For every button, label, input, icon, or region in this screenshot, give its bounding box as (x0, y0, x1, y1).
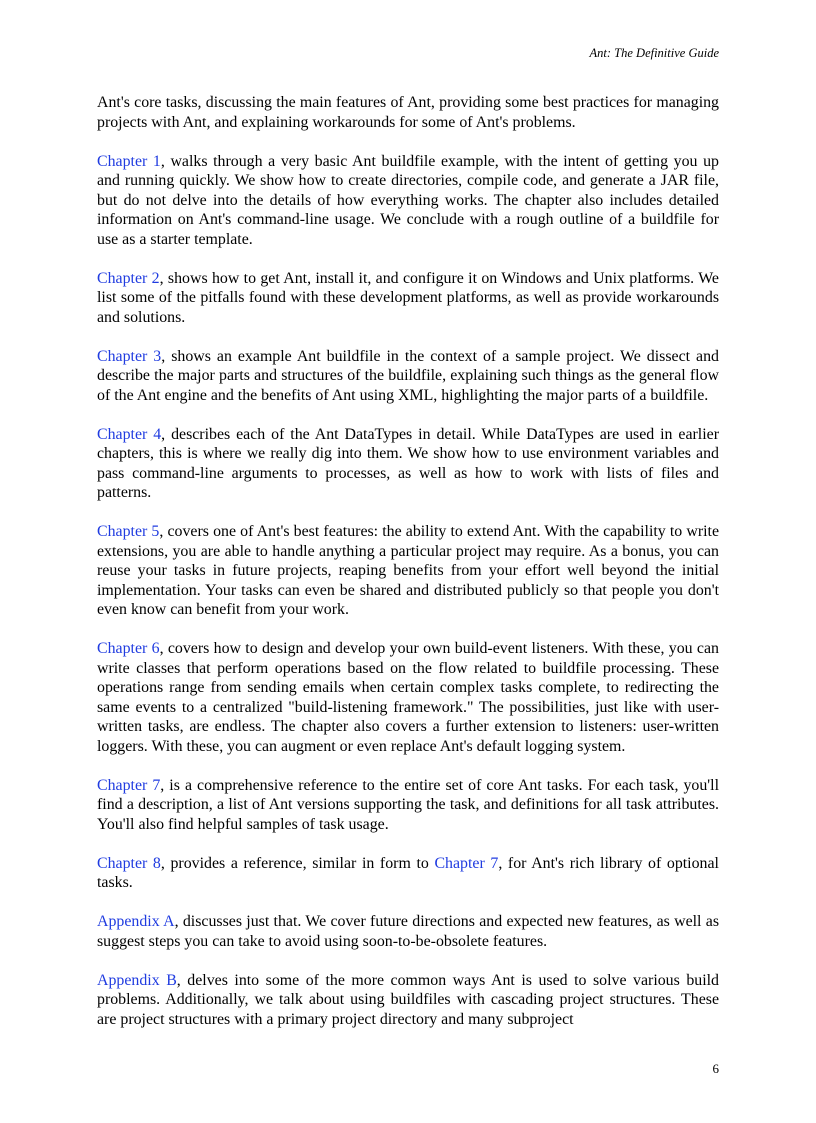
paragraph-appendix-b: Appendix B, delves into some of the more common ways Ant is used to solve various build problems. Additionally, we talk about using buildfiles with cascading project structures. These are project structures with a primary project directory and many subproject (97, 971, 719, 1028)
paragraph-chapter-1: Chapter 1, walks through a very basic Ant buildfile example, with the intent of getting you up and running quickly. We show how to create directories, compile code, and generate a JAR file, but do not delve into the details of how everything works. The chapter also includes detailed information on Ant's command-line usage. We conclude with a rough outline of a buildfile for use as a starter template. (97, 152, 719, 248)
appendix-b-link[interactable]: Appendix B (97, 971, 177, 989)
paragraph-chapter-6: Chapter 6, covers how to design and develop your own build-event listeners. With these, you can write classes that perform operations based on the flow related to buildfile processing. These operations range from sending emails when certain complex tasks complete, to redirecting the same events to a centralized "build-listening framework." The possibilities, just like with user-written tasks, are endless. The chapter also covers a further extension to listeners: user-written loggers. With these, you can augment or even replace Ant's default logging system. (97, 640, 719, 755)
paragraph-chapter-8: Chapter 8, provides a reference, similar in form to Chapter 7, for Ant's rich library of optional tasks. (97, 854, 719, 891)
paragraph-chapter-3: Chapter 3, shows an example Ant buildfile in the context of a sample project. We dissect and describe the major parts and structures of the buildfile, explaining such things as the general flow of the Ant engine and the benefits of Ant using XML, highlighting the major parts of a buildfile. (97, 347, 719, 404)
page-number: 6 (712, 1061, 719, 1076)
body-text (97, 93, 719, 1049)
running-header: Ant: The Definitive Guide (589, 46, 719, 60)
chapter-7-inline-link[interactable]: Chapter 7 (434, 854, 499, 872)
chapter-2-link[interactable]: Chapter 2 (97, 269, 160, 287)
chapter-1-link[interactable]: Chapter 1 (97, 152, 161, 170)
paragraph-chapter-4: Chapter 4, describes each of the Ant DataTypes in detail. While DataTypes are used in earlier chapters, this is where we really dig into them. We show how to use environment variables and pass command-line arguments to processes, as well as how to work with lists of files and patterns. (97, 425, 719, 501)
chapter-6-link[interactable]: Chapter 6 (97, 640, 160, 657)
paragraph-intro-continuation: Ant's core tasks, discussing the main features of Ant, providing some best practices for managing projects with Ant, and explaining workarounds for some of Ant's problems. (97, 94, 719, 131)
paragraph-appendix-a: Appendix A, discusses just that. We cover future directions and expected new features, as well as suggest steps you can take to avoid using soon-to-be-obsolete features. (97, 913, 719, 950)
appendix-a-link[interactable]: Appendix A (97, 913, 175, 930)
paragraph-chapter-2: Chapter 2, shows how to get Ant, install it, and configure it on Windows and Unix platforms. We list some of the pitfalls found with these development platforms, as well as provide workarounds and solutions. (97, 269, 719, 326)
paragraph-chapter-7: Chapter 7, is a comprehensive reference to the entire set of core Ant tasks. For each task, you'll find a description, a list of Ant versions supporting the task, and definitions for all task attributes. You'll also find helpful samples of task usage. (97, 776, 719, 833)
chapter-5-link[interactable]: Chapter 5 (97, 523, 160, 540)
paragraph-chapter-5: Chapter 5, covers one of Ant's best features: the ability to extend Ant. With the capability to write extensions, you are able to handle anything a particular project may require. As a bonus, you can reuse your tasks in future projects, reaping benefits from your effort well beyond the initial implementation. Your tasks can even be shared and distributed publicly so that people you don't even know can benefit from your work. (97, 523, 719, 618)
chapter-4-link[interactable]: Chapter 4 (97, 425, 162, 443)
chapter-3-link[interactable]: Chapter 3 (97, 347, 162, 365)
chapter-8-link[interactable]: Chapter 8 (97, 854, 161, 872)
chapter-7-link[interactable]: Chapter 7 (97, 776, 161, 794)
